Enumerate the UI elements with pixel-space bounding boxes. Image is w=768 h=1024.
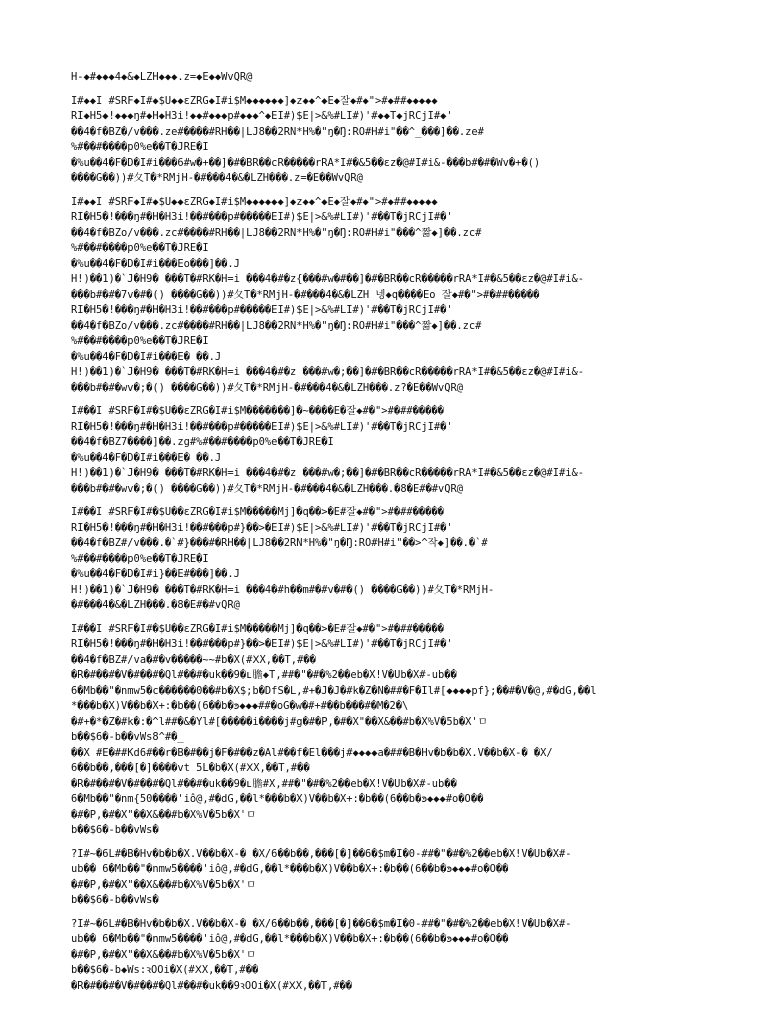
text-line: �#���4�&�LZH���.�8�E#�#vQR@ <box>71 599 240 611</box>
text-line: b��$6�-b◆Ws:ꝛOOi�X(#ꓫX,��T,#�� <box>71 964 259 976</box>
text-line: b��$6�-b��vWs� <box>71 824 159 836</box>
text-line: ��4�f�BZ�/v���.ze#����#RH��|LJ8��2RN*H%�"ŋ�Ŋ:RO#H#i"��^_���]��.ze# <box>71 125 484 138</box>
text-line: �%u��4�F�D�I#i}��E#���]��.J <box>71 568 240 580</box>
text-line: ��4�f�BZ#/va�#�v�����~~#b�X(#ꓫX,��T,#�� <box>71 653 316 666</box>
text-line: RI◆H5◆!◆◆◆ŋ#◆H◆H3i!◆◆#◆◆◆p#◆◆◆^◆EI#)$E|>&%#LI#)'#◆◆T◆jRCjI#◆' <box>71 110 453 122</box>
text-line: I#��I #SRF�I#�$U��εZRG�I#i$M�����Mj]�q��>�E#잘◆#�">#�##����� <box>71 506 444 518</box>
text-line: %#��#����p0%e��T�JRE�I <box>71 335 209 347</box>
text-line: RI�H5�!���ŋ#�H�H3i!��#���p#�����EI#)$E|>&%#LI#)'#��T�jRCjI#�' <box>71 304 453 316</box>
text-line: %#��#����p0%e��T�JRE�I <box>71 552 209 565</box>
text-line: ub�� 6�Mb��"�nmw5����'iô@,#�dG,��l*���b�X)V��b�X+:�b��(6��b�ꜿ◆◆◆#o�O�� <box>71 933 509 945</box>
text-line: �%u��4�F�D�I#i���6#w�+��]�#�BR��cR�����rRA*I#�&5��εz�@#I#i&-���b#�#�Wv�+�() <box>71 156 541 169</box>
text-line: �#�P,�#�X"��X&��#b�X%V�5b�X'ㅁ <box>71 808 257 821</box>
text-line: I#◆◆I #SRF◆I#◆$U◆◆εZRG◆I#i$M◆◆◆◆◆◆]◆z◆◆^◆E◆잘◆#◆">#◆##◆◆◆◆◆ <box>71 94 438 107</box>
text-line: H!)��1)�`J�H9� ���T�#RK�H=i ���4�#�z ���#w�;��]�#�BR��cR�����rRA*I#�&5��εz�@#I#i&- <box>71 366 584 378</box>
text-line: I#��I #SRF�I#�$U��εZRG�I#i$M�������]�~����E�잘◆#�">#�##����� <box>71 405 444 417</box>
paragraph-gap <box>71 839 711 847</box>
text-line: %#��#����p0%e��T�JRE�I <box>71 141 209 153</box>
text-line: 6�Mb��"�nmw5�c������0��#b�X$;b�DfS�L,#+�J�J�#k�Z�N�##�F�Il#[◆◆◆◆pf};��#�V�@,#�dG,��l <box>71 684 597 697</box>
text-line: �%u��4�F�D�I#i���E� ��.J <box>71 350 222 363</box>
text-line: I#◆◆I #SRF◆I#◆$U◆◆εZRG◆I#i$M◆◆◆◆◆◆]◆z◆◆^◆E◆잘◆#◆">#◆##◆◆◆◆◆ <box>71 195 438 208</box>
garbled-text-body <box>71 70 711 994</box>
paragraph-gap <box>71 614 711 622</box>
text-line: ?I#~�6L#�B�Hv�b�b�X.V��b�X-� �X/6��b��,���[�]��6�$m�I�0-##�"�#�%2��eb�X!V�Ub�X#- <box>71 847 572 860</box>
text-line: �%u��4�F�D�I#i���Eo���]��.J <box>71 257 240 270</box>
text-line: H!)��1)�`J�H9� ���T�#RK�H=i ���4�#�z{���#w�#��]�#�BR��cR�����rRA*I#�&5��εz�@#I#i&- <box>71 273 584 285</box>
text-line: RI�H5�!���ŋ#�H�H3i!��#���p#�����EI#)$E|>&%#LI#)'#��T�jRCjI#�' <box>71 211 453 223</box>
text-line: H!)��1)�`J�H9� ���T�#RK�H=i ���4�#h��m#�#v�#�() ����G��))#夂T�*RMjH- <box>71 583 495 596</box>
text-line: �R�#��#�V�#��#�Ql#��#�uk��9�ʟ膽◆T,##�"�#�%2��eb�X!V�Ub�X#-ub�� <box>71 669 457 681</box>
text-line: ��4�f�BZ7����]��.zg#%#��#����p0%e��T�JRE�I <box>71 436 334 448</box>
text-line: �R�#��#�V�#��#�Ql#��#�uk��9�ʟ膽#X,##�"�#�%2��eb�X!V�Ub�X#-ub�� <box>71 777 457 790</box>
paragraph-gap <box>71 396 711 404</box>
text-line: b��$6�-b��vWs8^#�_ <box>71 731 184 743</box>
text-line: ����G��))#夂T�*RMjH-�#���4�&�LZH���.z=�E��WvQR@ <box>71 172 363 184</box>
text-line: I#��I #SRF�I#�$U��εZRG�I#i$M�����Mj]�q��>�E#잘◆#�">#�##����� <box>71 622 444 635</box>
paragraph-gap <box>71 909 711 917</box>
paragraph-gap <box>71 187 711 195</box>
paragraph-gap <box>71 497 711 505</box>
text-line: ��4�f�BZo/v���.zc#����#RH��|LJ8��2RN*H%�"ŋ�Ŋ:RO#H#i"���^짦◆]��.zc# <box>71 226 482 239</box>
text-line: �%u��4�F�D�I#i���E� ��.J <box>71 451 222 464</box>
text-line: ub�� 6�Mb��"�nmw5����'iô@,#�dG,��l*���b�X)V��b�X+:�b��(6��b�ꜿ◆◆◆#o�O�� <box>71 863 509 875</box>
text-line: �R�#��#�V�#��#�Ql#��#�uk��9ꝛOOi�X(#ꓫX,��T,#�� <box>71 979 353 992</box>
text-line: H!)��1)�`J�H9� ���T�#RK�H=i ���4�#�z ���#w�;��]�#�BR��cR�����rRA*I#�&5��εz�@#I#i&- <box>71 467 584 479</box>
text-line: %#��#����p0%e��T�JRE�I <box>71 242 209 254</box>
text-line: ���b#�#�wv�;�() ����G��))#夂T�*RMjH-�#���4�&�LZH���.z?�E��WvQR@ <box>71 381 463 394</box>
text-line: ���b#�#�wv�;�() ����G��))#夂T�*RMjH-�#���4�&�LZH���.�8�E#�#vQR@ <box>71 482 463 495</box>
text-line: RI�H5�!���ŋ#�H�H3i!��#���p#}��>�EI#)$E|>&%#LI#)'#��T�jRCjI#�' <box>71 638 453 650</box>
paragraph-gap <box>71 86 711 94</box>
text-line: 6�Mb��"�nm{50����'iô@,#�dG,��l*���b�X)V��b�X+:�b��(6��b�ꜿ◆◆◆#o�O�� <box>71 793 484 805</box>
text-line: RI�H5�!���ŋ#�H�H3i!��#���p#�����EI#)$E|>&%#LI#)'#��T�jRCjI#�' <box>71 420 453 433</box>
text-line: 6��b��,���[�]����vt 5L�b�X(#ꓫX,��T,#�� <box>71 762 310 774</box>
text-line: b��$6�-b��vWs� <box>71 894 159 906</box>
text-line: �#+�*�Z�#k�:�^l##�&�Yl#[�����i����j#g�#�P,�#�X"��X&��#b�X%V�5b�X'ㅁ <box>71 715 488 728</box>
text-line: �#�P,�#�X"��X&��#b�X%V�5b�X'ㅁ <box>71 878 257 891</box>
text-line: H-◆#◆◆◆4◆&◆LZH◆◆◆.z=◆E◆◆WvQR@ <box>71 71 253 83</box>
text-line: ��4�f�BZo/v���.zc#����#RH��|LJ8��2RN*H%�"ŋ�Ŋ:RO#H#i"���^짦◆]��.zc# <box>71 319 482 332</box>
text-line: *���b�X)V��b�X+:�b��(6��b�ꜿ◆◆◆##�oG�w�#+#��b���#�M�2�\ <box>71 700 409 712</box>
text-line: ���b#�#�7v�#�() ����G��))#夂T�*RMjH-�#���4�&�LZH 넹◆q����Eo 잘◆#�">#�##����� <box>71 288 540 301</box>
text-line: ?I#~�6L#�B�Hv�b�b�X.V��b�X-� �X/6��b��,���[�]��6�$m�I�0-##�"�#�%2��eb�X!V�Ub�X#- <box>71 917 572 930</box>
text-line: ��4�f�BZ#/v���.�`#}���#�RH��|LJ8��2RN*H%�"ŋ�Ŋ:RO#H#i"��>^작◆]��.�`# <box>71 537 488 549</box>
text-line: �#�P,�#�X"��X&��#b�X%V�5b�X'ㅁ <box>71 948 257 961</box>
text-line: RI�H5�!���ŋ#�H�H3i!��#���p#}��>�EI#)$E|>&%#LI#)'#��T�jRCjI#�' <box>71 521 453 534</box>
text-line: ��X #E�##Kd6#��r�B�#��j�F�#��z�Al#��f�El���j#◆◆◆◆a�##�B�Hv�b�b�X.V��b�X-� �X/ <box>71 746 553 759</box>
